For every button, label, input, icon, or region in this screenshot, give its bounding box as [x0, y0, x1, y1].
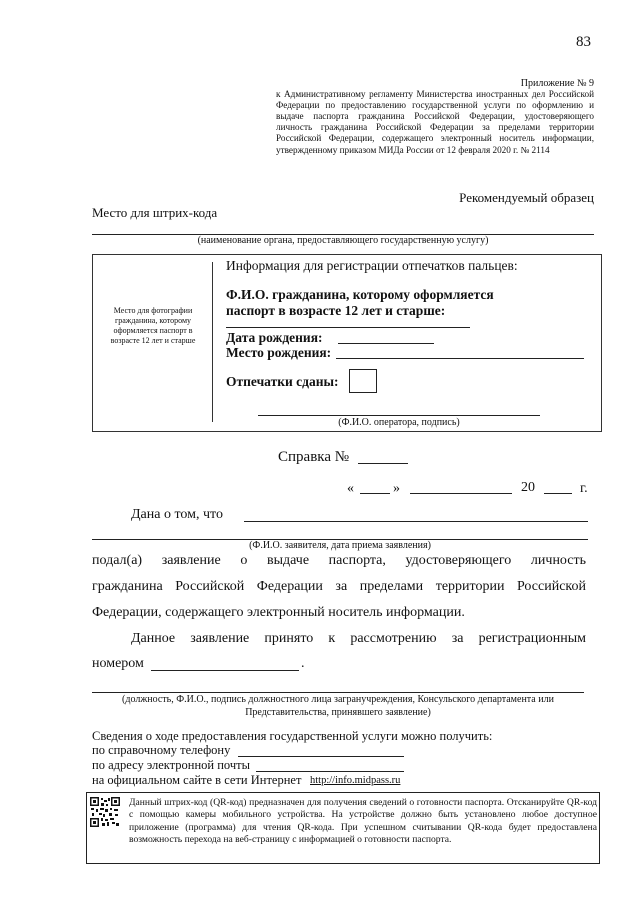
quote-close: » [393, 481, 400, 496]
signature-line [92, 692, 584, 693]
appendix-text: к Административному регламенту Министерства иностранных дел Российской Федерации по предоставлению государственной услуги по оформлению и выдаче паспорта гражданина Российской Федерации, удостоверяющего личность гражданина Российской Федерации за пределами территории Российской Федерации, содержащего электронный носитель информации, утвержденному приказом МИДа России от 12 февраля 2020 г. № 2114 [276, 89, 594, 155]
paragraph-2-line-2: номером [92, 656, 144, 671]
photo-place: Место для фотографии гражданина, которому оформляется паспорт в возрасте 12 лет и старше [110, 306, 196, 345]
year-suffix: г. [580, 481, 588, 496]
signature-caption-line-2: Представительства, принявшего заявление) [245, 707, 431, 718]
qr-note-text: Данный штрих-код (QR-код) предназначен для получения сведений о готовности паспорта. Отсканируйте QR-код с помощью камеры мобильного устройства. На устройстве должно быть установлено любое доступное приложение (программа) для чтения QR-кода. При успешном считывании QR-кода будет предоставлена возможность перехода на веб-страницу с информацией о готовности паспорта. [129, 797, 597, 845]
operator-caption: (Ф.И.О. оператора, подпись) [338, 417, 460, 428]
year-prefix: 20 [521, 480, 535, 495]
paragraph-2-line-1: Данное заявление принято к рассмотрению за регистрационным [131, 631, 586, 646]
appendix-block [276, 78, 594, 156]
dob-line [338, 343, 434, 344]
reg-number-line [151, 670, 299, 671]
certificate-number-line [358, 463, 408, 464]
paragraph-1-line-2: гражданина Российской Федерации за пределами территории Российской [92, 579, 586, 594]
quote-open: « [347, 481, 354, 496]
fingerprint-title: Информация для регистрации отпечатков пальцев: [226, 258, 518, 273]
barcode-place: Место для штрих-кода [92, 205, 218, 220]
qr-code-icon [90, 797, 120, 827]
given-line [244, 521, 588, 522]
paragraph-1-line-3: Федерации, содержащего электронный носитель информации. [92, 605, 465, 620]
phone-line [238, 756, 404, 757]
pob-label: Место рождения: [226, 345, 332, 360]
dob-label: Дата рождения: [226, 330, 323, 345]
year-line [544, 493, 572, 494]
prints-checkbox[interactable] [349, 369, 377, 393]
photo-divider [212, 262, 213, 422]
authority-caption: (наименование органа, предоставляющего государственную услугу) [197, 235, 489, 246]
site-link[interactable]: http://info.midpass.ru [310, 775, 401, 786]
info-heading: Сведения о ходе предоставления государственной услуги можно получить: [92, 729, 493, 743]
operator-line [258, 415, 540, 416]
fio-line [226, 327, 470, 328]
given-label: Дана о том, что [131, 507, 223, 522]
month-line [410, 493, 512, 494]
appendix-title: Приложение № 9 [520, 78, 594, 89]
email-label: по адресу электронной почты [92, 758, 250, 772]
prints-label: Отпечатки сданы: [226, 374, 339, 389]
sample-label: Рекомендуемый образец [459, 190, 594, 205]
page-number: 83 [576, 34, 591, 50]
applicant-caption: (Ф.И.О. заявителя, дата приема заявления) [249, 540, 431, 551]
site-label: на официальном сайте в сети Интернет [92, 773, 302, 787]
reg-number-period: . [301, 656, 305, 671]
phone-label: по справочному телефону [92, 743, 231, 757]
pob-line [336, 358, 584, 359]
signature-caption-line-1: (должность, Ф.И.О., подпись должностного лица загранучреждения, Консульского департамента или [122, 694, 554, 705]
day-line [360, 493, 390, 494]
fio-label: Ф.И.О. гражданина, которому оформляется паспорт в возрасте 12 лет и старше: [226, 287, 494, 318]
email-line [256, 771, 404, 772]
certificate-title: Справка № [278, 449, 350, 465]
paragraph-1-line-1: подал(а) заявление о выдаче паспорта, удостоверяющего личность [92, 553, 586, 568]
